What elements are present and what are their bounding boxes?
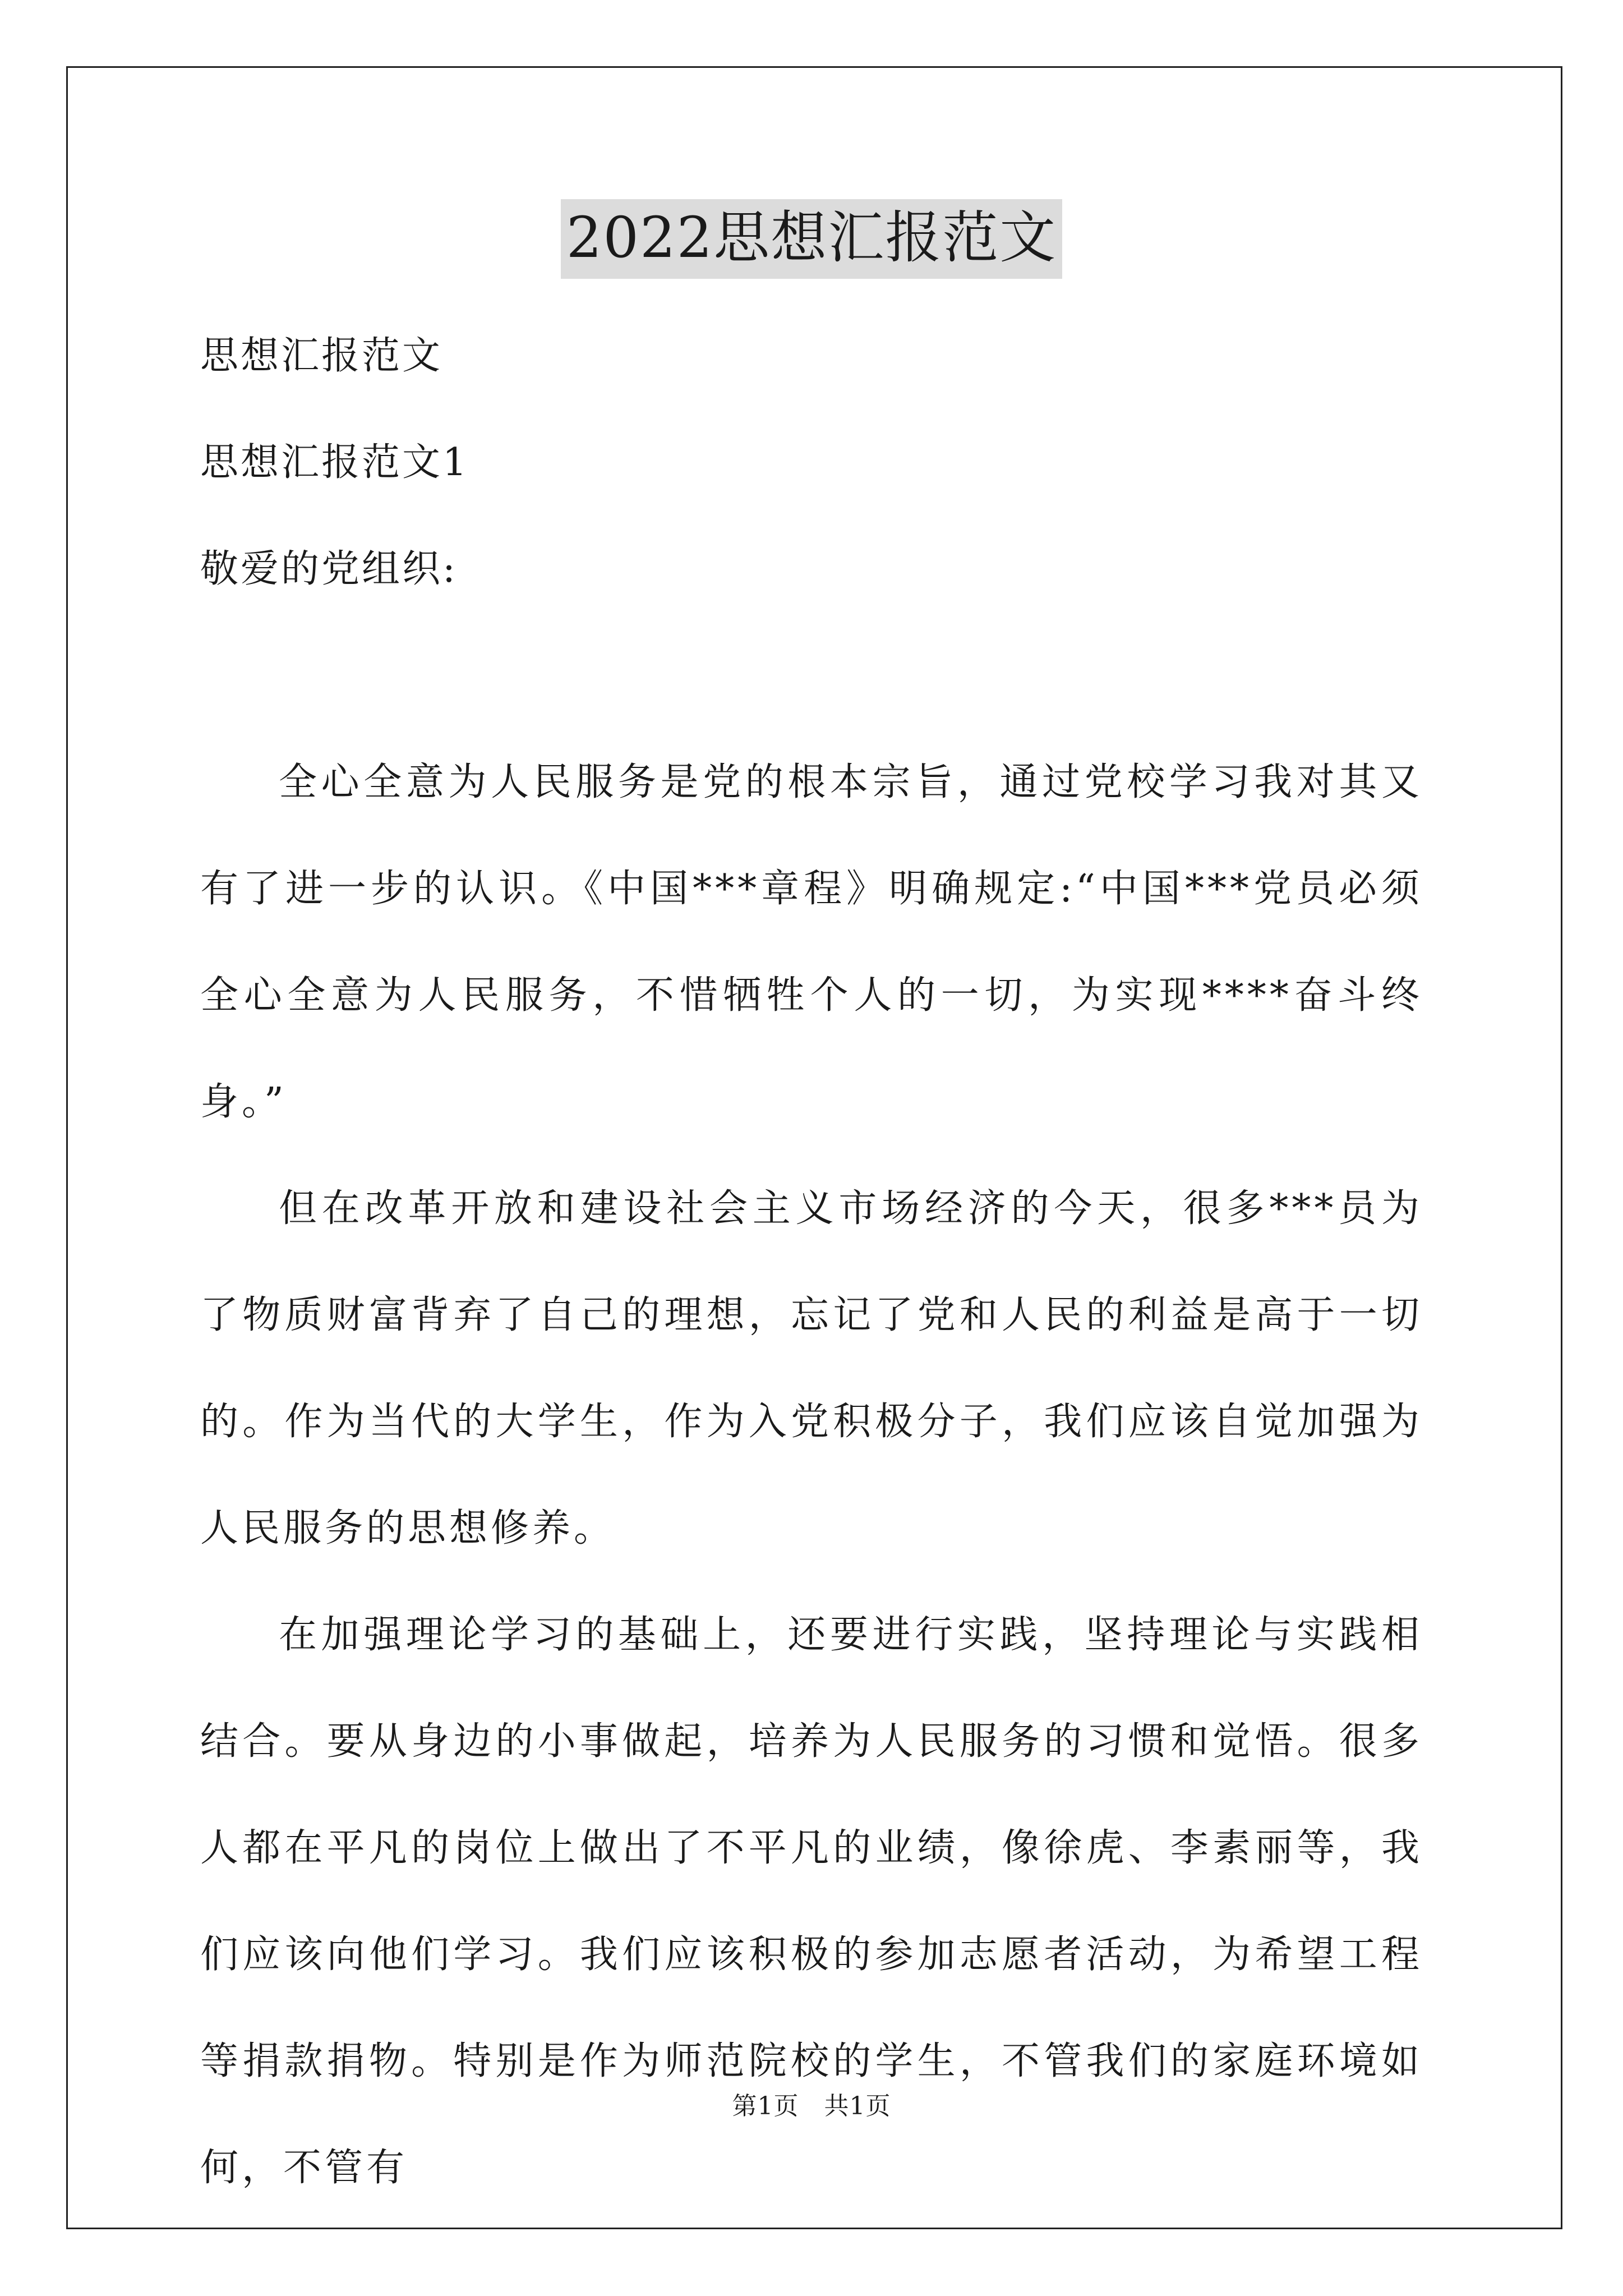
paragraph-1: 全心全意为人民服务是党的根本宗旨，通过党校学习我对其又有了进一步的认识。《中国***章程》明确规定:“中国***党员必须全心全意为人民服务，不惜牺牲个人的一切，为实现****奋斗终身。” bbox=[200, 760, 1423, 1124]
document-body bbox=[200, 303, 1423, 2221]
section-heading: 思想汇报范文1 bbox=[200, 440, 469, 485]
title-container bbox=[0, 199, 1623, 279]
page-footer: 第1页 共1页 bbox=[732, 2092, 891, 2120]
salutation: 敬爱的党组织: bbox=[200, 547, 458, 591]
document-title: 2022思想汇报范文 bbox=[561, 199, 1063, 279]
paragraph-2: 但在改革开放和建设社会主义市场经济的今天，很多***员为了物质财富背弃了自己的理想，忘记了党和人民的利益是高于一切的。作为当代的大学生，作为入党积极分子，我们应该自觉加强为人民服务的思想修养。 bbox=[200, 1186, 1423, 1550]
subtitle-line: 思想汇报范文 bbox=[200, 334, 443, 378]
paragraph-3: 在加强理论学习的基础上，还要进行实践，坚持理论与实践相结合。要从身边的小事做起，培养为人民服务的习惯和觉悟。很多人都在平凡的岗位上做出了不平凡的业绩，像徐虎、李素丽等，我们应该向他们学习。我们应该积极的参加志愿者活动，为希望工程等捐款捐物。特别是作为师范院校的学生，不管我们的家庭环境如何，不管有 bbox=[200, 1613, 1423, 2190]
blank-line bbox=[200, 623, 1423, 729]
